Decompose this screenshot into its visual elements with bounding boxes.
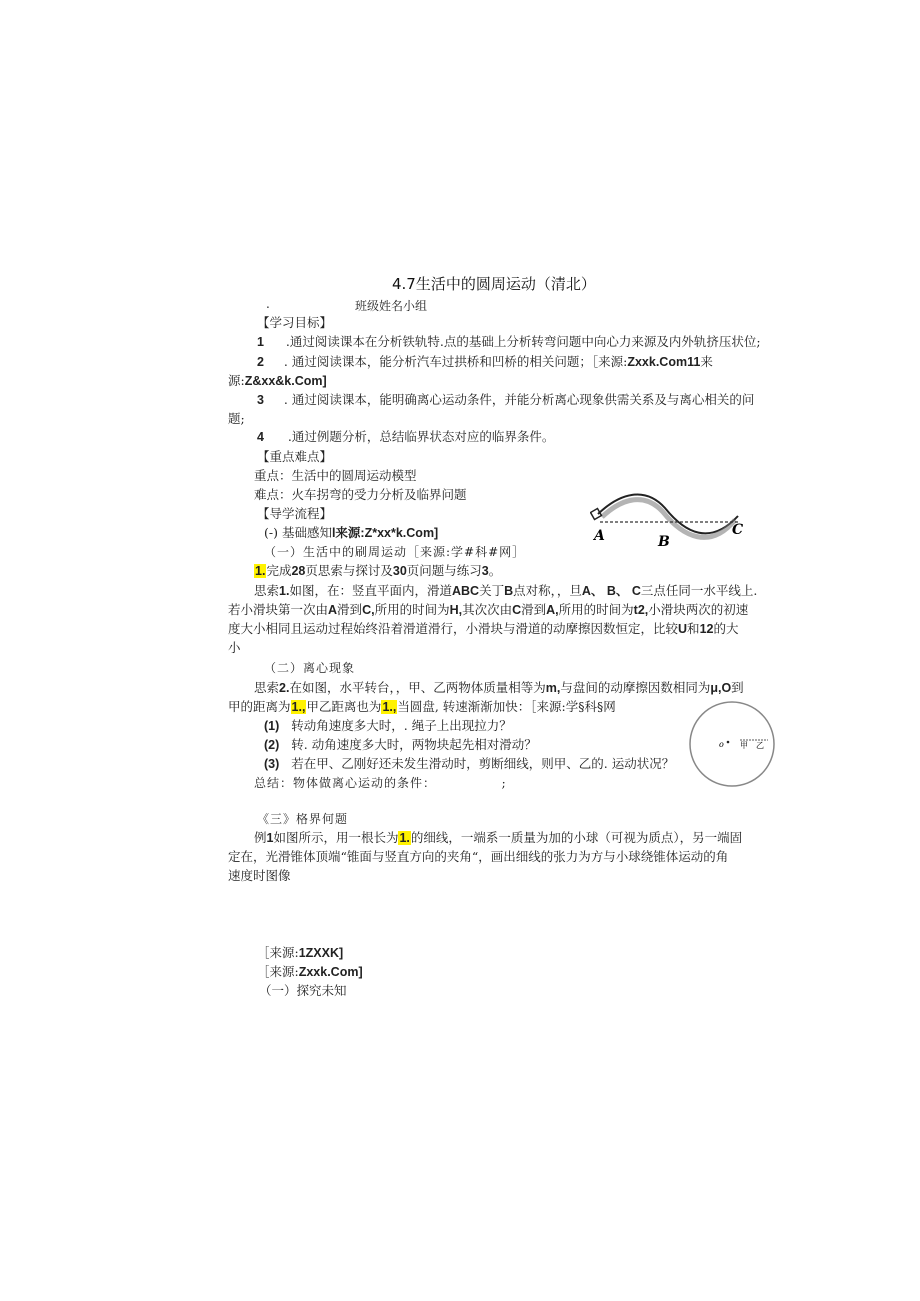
t1-2i: 滑到	[521, 602, 547, 617]
q2-text: 转. 动角速度多大时，两物块起先相对滑动？	[291, 737, 537, 752]
source-2-code: Zxxk.Com]	[298, 965, 363, 979]
ex-c: 如图所示，用一根长为	[273, 830, 399, 845]
section-1-heading: （一）生活中的刷周运动［来源:学#科#网］	[264, 545, 526, 559]
t2-2b-highlight: 1.,	[291, 700, 306, 714]
t1-3e: 的大	[713, 621, 739, 636]
task-number: 1.	[255, 564, 266, 578]
think2-line1	[254, 679, 744, 697]
source-line-2	[257, 963, 363, 981]
objective-2-number: 2	[257, 355, 264, 369]
t2-2e: 当圆盘, 转速渐渐加快：［来源:学§科§网	[397, 699, 616, 714]
t1-2c: 滑到	[337, 602, 363, 617]
t1-a: 思索	[254, 583, 280, 598]
objective-2-continued	[228, 372, 327, 390]
objectives-header: 【学习目标】	[257, 315, 333, 330]
think1-line1	[254, 582, 757, 600]
t1-h: A、 B、 C	[581, 584, 641, 598]
t2-d: m,	[545, 681, 561, 695]
objective-3	[257, 391, 754, 409]
t1-f: B	[504, 584, 514, 598]
t1-2m: 小滑块两次的初速	[648, 602, 749, 617]
t2-b: 2.	[279, 681, 290, 695]
ex-a: 例	[254, 830, 267, 845]
objective-4-text: .通过例题分析，总结临界状态对应的临界条件。	[287, 429, 555, 444]
source-2-prefix: ［来源:	[257, 964, 299, 979]
section-2-heading: （二）离心现象	[264, 661, 356, 675]
t1-3c: 和	[687, 621, 700, 636]
summary-text: 总结：物体做离心运动的条件：	[254, 776, 437, 790]
objective-2-tail: 来	[700, 354, 713, 369]
section-3-heading: 《三》格界何题	[257, 812, 349, 826]
task-line	[254, 562, 501, 580]
task-page-30: 30	[392, 564, 407, 578]
t1-3d: 12	[699, 622, 714, 636]
t1-2d: C,	[362, 603, 375, 617]
track-figure	[590, 488, 750, 548]
objective-2-cont-prefix: 源:	[228, 373, 245, 388]
basic-perception-label: (-) 基础感知	[264, 525, 332, 540]
think2-question-1	[264, 717, 512, 735]
slider-block	[591, 509, 602, 520]
ex-e: 的细线，一端系一质量为加的小球（可视为质点），另一端固	[410, 830, 743, 845]
t1-2j: A,	[546, 603, 559, 617]
source-1-code: 1ZXXK]	[298, 946, 344, 960]
objective-1	[257, 333, 761, 351]
t1-3a: 度大小相同且运动过程始终沿着滑道滑行，小滑块与滑道的动摩擦因数恒定，比较	[228, 621, 679, 636]
t1-2b: A	[328, 603, 338, 617]
turntable-label-yi: 乙	[756, 741, 764, 750]
source-line-1	[257, 944, 343, 962]
track-label-b: B	[658, 534, 670, 548]
think1-line2	[228, 601, 748, 619]
objective-3-continued: 题;	[228, 411, 245, 426]
t1-c: 如图，在：竖直平面内，滑道	[289, 583, 452, 598]
task-text-g: 。	[488, 563, 502, 578]
t1-i: 三点任同一水平线上.	[640, 583, 758, 598]
think2-question-3	[264, 755, 674, 773]
explore-heading: （一）探究未知	[259, 983, 347, 998]
summary-mark: ;	[501, 776, 507, 790]
q3-text: 若在甲、乙刚好还未发生滑动时，剪断细线，则甲、乙的. 运动状况？	[291, 756, 675, 771]
t2-f: μ,O	[710, 681, 732, 695]
think2-line2	[228, 698, 616, 716]
t2-e: 与盘间的动摩擦因数相同为	[560, 680, 711, 695]
task-exercise-3: 3	[481, 564, 489, 578]
turntable-label-o: o	[719, 740, 724, 749]
q3-number: (3)	[264, 757, 280, 771]
task-text-e: 页问题与练习	[406, 563, 482, 578]
t1-2g: 其次次由	[462, 602, 513, 617]
q1-text: 转动角速度多大时，. 绳子上出现拉力？	[291, 718, 512, 733]
t1-d: ABC	[451, 584, 480, 598]
source-1-prefix: ［来源:	[257, 945, 299, 960]
t1-g: 点对称，，旦	[513, 583, 582, 598]
task-text-c: 页思索与探讨及	[305, 563, 393, 578]
t1-2a: 若小滑块第一次由	[228, 602, 329, 617]
example-line1	[254, 829, 742, 847]
track-outer-curve	[598, 495, 738, 534]
objective-3-number: 3	[257, 393, 264, 407]
document-title: 4.7生活中的圆周运动（清北）	[392, 275, 596, 293]
t2-2a: 甲的距离为	[228, 699, 291, 714]
t1-3b: U	[678, 622, 688, 636]
leading-dot: .	[266, 297, 270, 311]
basic-perception	[264, 524, 438, 542]
think1-line3	[228, 620, 738, 638]
keypoints-header: 【重点难点】	[257, 449, 333, 464]
ex-d-highlight: 1.	[399, 831, 410, 845]
key-point: 重点：生活中的圆周运动模型	[254, 468, 417, 483]
t1-b: 1.	[279, 584, 290, 598]
t2-c: 在如图，水平转台，，甲、乙两物体质量相等为	[289, 680, 546, 695]
objective-1-text: .通过阅读课本在分析铁轨特.点的基础上分析转弯问题中向心力来源及内外轨挤压状位;	[285, 334, 761, 349]
t2-2c: 甲乙距离也为	[306, 699, 382, 714]
objective-4	[257, 428, 554, 446]
t2-g: 到	[731, 680, 744, 695]
think2-summary	[254, 774, 507, 792]
t1-2k: 所用的时间为	[558, 602, 634, 617]
objective-2-source: Zxxk.Com11	[627, 355, 701, 369]
t1-2f: H,	[449, 603, 463, 617]
think1-line4: 小	[228, 640, 241, 655]
objective-2	[257, 353, 713, 371]
t1-e: 关丁	[479, 583, 505, 598]
objective-4-number: 4	[257, 430, 264, 444]
task-page-28: 28	[291, 564, 306, 578]
track-label-c: C	[732, 522, 744, 538]
flow-header: 【导学流程】	[257, 506, 333, 521]
q1-number: (1)	[264, 719, 280, 733]
turntable-figure	[682, 698, 782, 790]
objective-2-cont-source: Z&xx&k.Com]	[244, 374, 327, 388]
t2-a: 思索	[254, 680, 280, 695]
q2-number: (2)	[264, 738, 280, 752]
turntable-center	[727, 741, 730, 744]
example-line3: 速度时图像	[228, 868, 291, 883]
track-label-a: A	[594, 528, 605, 544]
t1-2e: 所用的时间为	[374, 602, 450, 617]
turntable-label-jia: 甲	[740, 741, 748, 750]
example-line2: 定在，光滑锥体顶端“锥面与竖直方向的夹角“，画出细线的张力为方与小球绕锥体运动的角	[228, 849, 729, 864]
t1-2l: t2,	[633, 603, 649, 617]
ex-b: 1	[266, 831, 274, 845]
objective-1-number: 1	[257, 335, 264, 349]
t2-2d-highlight: 1.,	[382, 700, 397, 714]
objective-2-text: . 通过阅读课本，能分析汽车过拱桥和凹桥的相关问题；［来源:	[283, 354, 628, 369]
task-text-a: 完成	[266, 563, 292, 578]
t1-2h: C	[512, 603, 522, 617]
basic-perception-source: l来源:Z*xx*k.Com]	[331, 526, 439, 540]
class-name-group-line: 班级姓名小组	[355, 299, 428, 313]
difficulty-point: 难点：火车拐弯的受力分析及临界问题	[254, 487, 467, 502]
think2-question-2	[264, 736, 537, 754]
objective-3-text: . 通过阅读课本，能明确离心运动条件，并能分析离心现象供需关系及与离心相关的问	[283, 392, 755, 407]
